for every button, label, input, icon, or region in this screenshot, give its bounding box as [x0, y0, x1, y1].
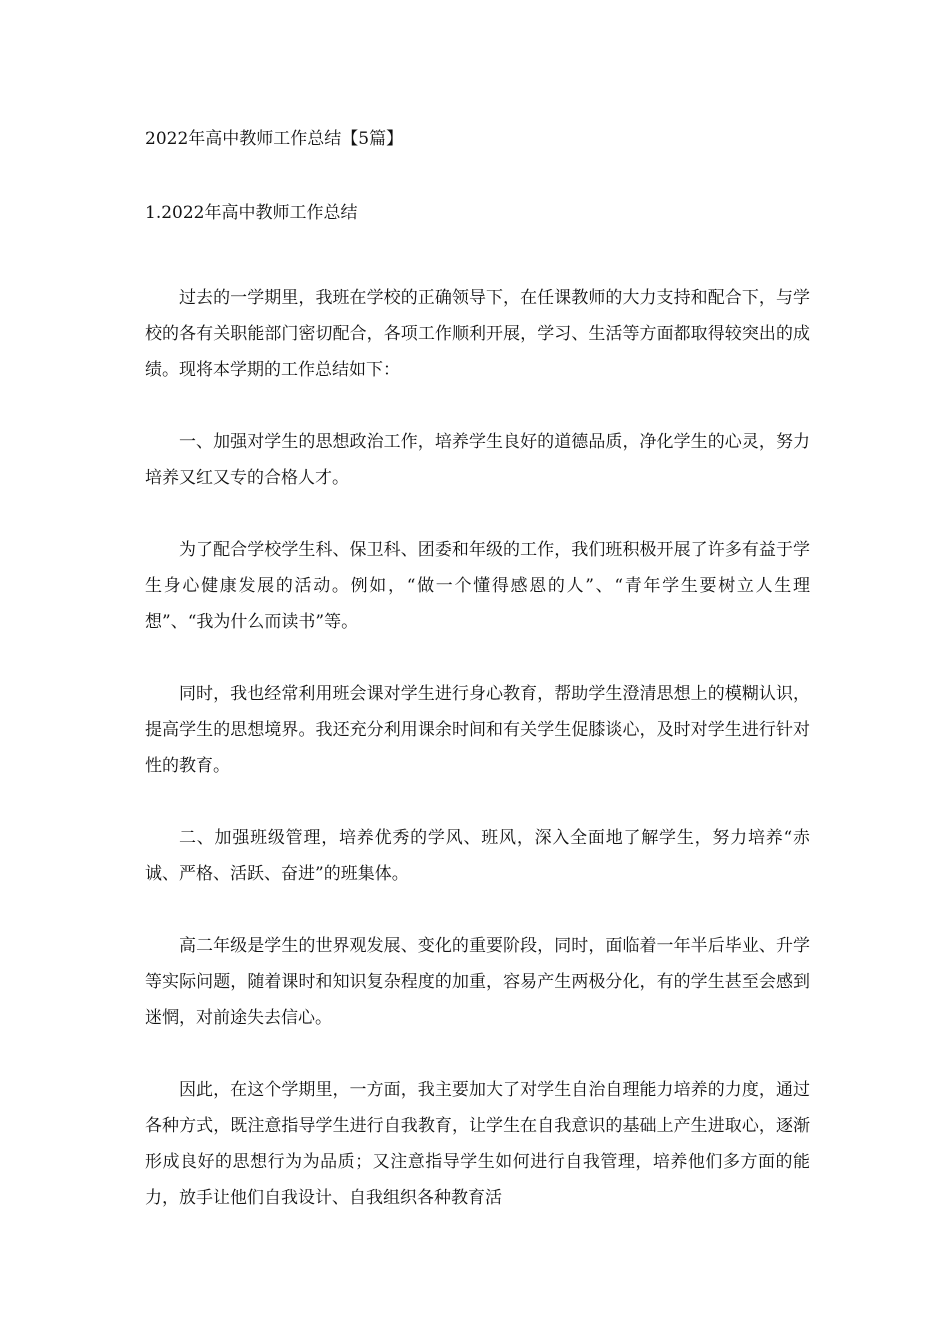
paragraph-4: 同时，我也经常利用班会课对学生进行身心教育，帮助学生澄清思想上的模糊认识，提高学生的思想境界。我还充分利用课余时间和有关学生促膝谈心，及时对学生进行针对性的教育。 — [145, 684, 810, 776]
paragraph-5: 二、加强班级管理，培养优秀的学风、班风，深入全面地了解学生，努力培养“赤诚、严格、活跃、奋进”的班集体。 — [145, 828, 810, 884]
document-title: 2022年高中教师工作总结【5篇】 — [145, 129, 404, 149]
paragraph-6: 高二年级是学生的世界观发展、变化的重要阶段，同时，面临着一年半后毕业、升学等实际问题，随着课时和知识复杂程度的加重，容易产生两极分化，有的学生甚至会感到迷惘，对前途失去信心。 — [145, 936, 810, 1028]
paragraph-2: 一、加强对学生的思想政治工作，培养学生良好的道德品质，净化学生的心灵，努力培养又红又专的合格人才。 — [145, 432, 810, 488]
section-title: 1.2022年高中教师工作总结 — [145, 203, 358, 223]
paragraph-3: 为了配合学校学生科、保卫科、团委和年级的工作，我们班积极开展了许多有益于学生身心健康发展的活动。例如，“做一个懂得感恩的人”、“青年学生要树立人生理想”、“我为什么而读书”等。 — [145, 540, 810, 632]
paragraph-1: 过去的一学期里，我班在学校的正确领导下，在任课教师的大力支持和配合下，与学校的各有关职能部门密切配合，各项工作顺利开展，学习、生活等方面都取得较突出的成绩。现将本学期的工作总结如下： — [145, 288, 810, 380]
paragraph-7: 因此，在这个学期里，一方面，我主要加大了对学生自治自理能力培养的力度，通过各种方式，既注意指导学生进行自我教育，让学生在自我意识的基础上产生进取心，逐渐形成良好的思想行为为品质；又注意指导学生如何进行自我管理，培养他们多方面的能力，放手让他们自我设计、自我组织各种教育活 — [145, 1080, 810, 1208]
document-body — [145, 126, 810, 1216]
